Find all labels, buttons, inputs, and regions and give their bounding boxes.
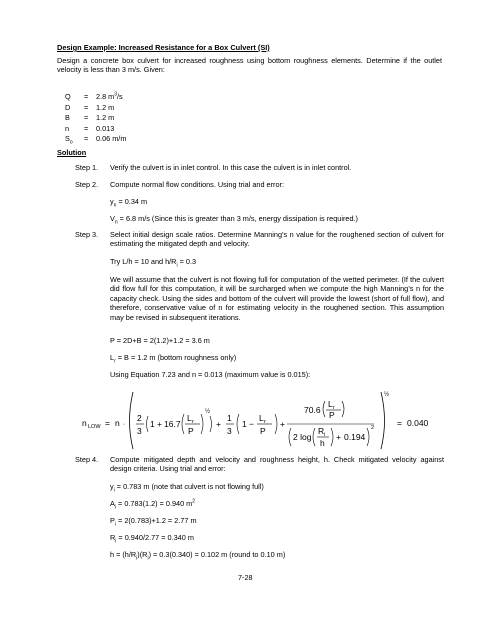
paren-right xyxy=(342,401,344,417)
paren-right xyxy=(201,414,203,434)
paren-left xyxy=(237,414,239,434)
eq-0194: 0.194 xyxy=(344,432,366,442)
given-symbol: B xyxy=(65,113,70,123)
paren-right xyxy=(275,414,277,434)
eq-n: n xyxy=(115,418,120,428)
eq-P3: P xyxy=(329,410,335,420)
step-1-text: Verify the culvert is in inlet control. In this case the culvert is in inlet control. xyxy=(110,163,352,172)
eq-plus-a: + xyxy=(157,419,162,429)
given-value: 2.8 $m^3/s$ xyxy=(96,91,123,101)
given-equals: = xyxy=(84,113,89,123)
eq-L2: L xyxy=(259,413,264,423)
roughness-height: $h = (h/R_i)(R_i) = 0.3(0.340) = 0.102$ m (round to 0.10 m) xyxy=(110,550,286,562)
given-list xyxy=(65,92,126,145)
step-3-label: Step 3. xyxy=(75,230,99,239)
given-row xyxy=(65,113,126,124)
eq-P: P xyxy=(188,426,194,436)
eq-one-a: 1 xyxy=(150,419,155,429)
eq-coef2: 70.6 xyxy=(304,405,321,415)
document-title: Design Example: Increased Resistance for a Box Culvert (SI) xyxy=(57,43,270,52)
eq-plus-b: + xyxy=(216,419,221,429)
big-paren-right xyxy=(381,392,385,449)
eq-two-log: 2 log xyxy=(293,432,312,442)
step-3-text: Select initial design scale ratios. Determine Manning’s n value for the roughened section of culvert for estimating the mitigated depth and velocity. xyxy=(110,230,444,249)
paren-right xyxy=(331,428,333,446)
eq-h: h xyxy=(320,438,325,448)
eq-three-b: 3 xyxy=(227,426,232,436)
given-equals: = xyxy=(84,102,89,112)
eq-i-sub: i xyxy=(324,432,326,438)
paren-left xyxy=(289,428,291,446)
page-number: 7-28 xyxy=(238,573,253,582)
given-row xyxy=(65,92,126,103)
eq-plus-c: + xyxy=(280,419,285,429)
normal-velocity: $V_n = 6.8$ m/s (Since this is greater than 3 m/s, energy dissipation is required.) xyxy=(110,214,358,226)
intro-paragraph: Design a concrete box culvert for increased roughness using bottom roughness elements. Determine if the outlet velocity is less than 3 m/s. Given: xyxy=(57,56,442,75)
eq-equals: = xyxy=(105,418,110,428)
paren-left xyxy=(147,416,149,432)
given-equals: = xyxy=(84,134,89,144)
eq-plus-d: + xyxy=(336,432,341,442)
given-row xyxy=(65,103,126,114)
eq-minus: − xyxy=(249,419,254,429)
eq-rhs-equals: = xyxy=(397,418,402,428)
eq-r-sub2: r xyxy=(264,419,266,425)
step-2-text: Compute normal flow conditions. Using trial and error: xyxy=(110,180,284,189)
eq-lhs-subscript: LOW xyxy=(88,424,101,430)
eq-r-sub: r xyxy=(192,419,194,425)
given-value: 1.2 m xyxy=(96,102,115,112)
given-value: 0.06 m/m xyxy=(96,134,127,144)
eq-two: 2 xyxy=(137,413,142,423)
mitigated-depth: $y_i = 0.783$ m (note that culvert is not flowing full) xyxy=(110,482,264,494)
assumption-paragraph: We will assume that the culvert is not flowing full for computation of the wetted perimeter. (If the culvert did flow full for this computation, it will be surcharged when we compute the high Manning’s n for the capacity check. Using the sides and bottom of the culvert will provide the lowest (short of full flow), and therefore, conservative value of n for estimating velocity in the roughened section. This assumption may be revised in subsequent iterations. xyxy=(110,275,444,322)
eq-L: L xyxy=(187,413,192,423)
step-1-label: Step 1. xyxy=(75,163,99,172)
eq-L3: L xyxy=(328,399,333,409)
paren-left xyxy=(182,414,184,434)
wetted-perimeter: P = 2D+B = 2(1.2)+1.2 = 3.6 m xyxy=(110,336,210,345)
hydraulic-radius: $R_i = 0.940/2.77 = 0.340$ m xyxy=(110,533,194,545)
eq-P2: P xyxy=(260,426,266,436)
eq-one-c: 1 xyxy=(242,419,247,429)
given-row xyxy=(65,134,126,145)
step-2-label: Step 2. xyxy=(75,180,99,189)
manning-n-equation xyxy=(82,388,467,450)
eq-r-sub3: r xyxy=(333,405,335,411)
solution-heading: Solution xyxy=(57,148,87,157)
normal-depth: $y_n = 0.34$ m xyxy=(110,197,148,209)
eq-half: ½ xyxy=(205,409,211,415)
eq-coef: 16.7 xyxy=(164,419,181,429)
trial-ratios: Try L/h = 10 and $h/R_i = 0.3$ xyxy=(110,257,197,269)
eq-squared: 2 xyxy=(371,425,375,431)
eq-half-outer: ½ xyxy=(384,392,390,398)
paren-right xyxy=(210,416,212,432)
given-symbol: $S_o$ xyxy=(65,134,73,146)
big-paren-left xyxy=(130,392,134,449)
mitigated-area: $A_i = 0.783(1.2) = 0.940$ $m^2$ xyxy=(110,498,196,511)
eq-dot: · xyxy=(123,421,126,428)
eq-one-b: 1 xyxy=(227,413,232,423)
step-4-label: Step 4. xyxy=(75,455,99,464)
step-4-text: Compute mitigated depth and velocity and roughness height, h. Check mitigated velocity against design criteria. Using trial and error: xyxy=(110,455,444,474)
paren-left xyxy=(323,401,325,417)
paren-right xyxy=(367,428,369,446)
given-equals: = xyxy=(84,123,89,133)
eq-three-a: 3 xyxy=(137,426,142,436)
given-row xyxy=(65,124,126,135)
given-symbol: D xyxy=(65,102,71,112)
given-symbol: Q xyxy=(65,92,71,101)
paren-left xyxy=(313,428,315,446)
mitigated-perimeter: $P_i = 2(0.783)+1.2 = 2.77$ m xyxy=(110,516,197,528)
given-equals: = xyxy=(84,92,89,101)
eq-lhs: n xyxy=(82,418,87,428)
eq-R: R xyxy=(318,426,325,436)
equation-intro: Using Equation 7.23 and n = 0.013 (maximum value is 0.015): xyxy=(110,370,311,379)
given-symbol: n xyxy=(65,123,70,133)
roughness-length: $L_r = B = 1.2$ m (bottom roughness only) xyxy=(110,353,237,365)
eq-result: 0.040 xyxy=(407,418,429,428)
given-value: 0.013 xyxy=(96,123,115,133)
given-value: 1.2 m xyxy=(96,113,115,123)
